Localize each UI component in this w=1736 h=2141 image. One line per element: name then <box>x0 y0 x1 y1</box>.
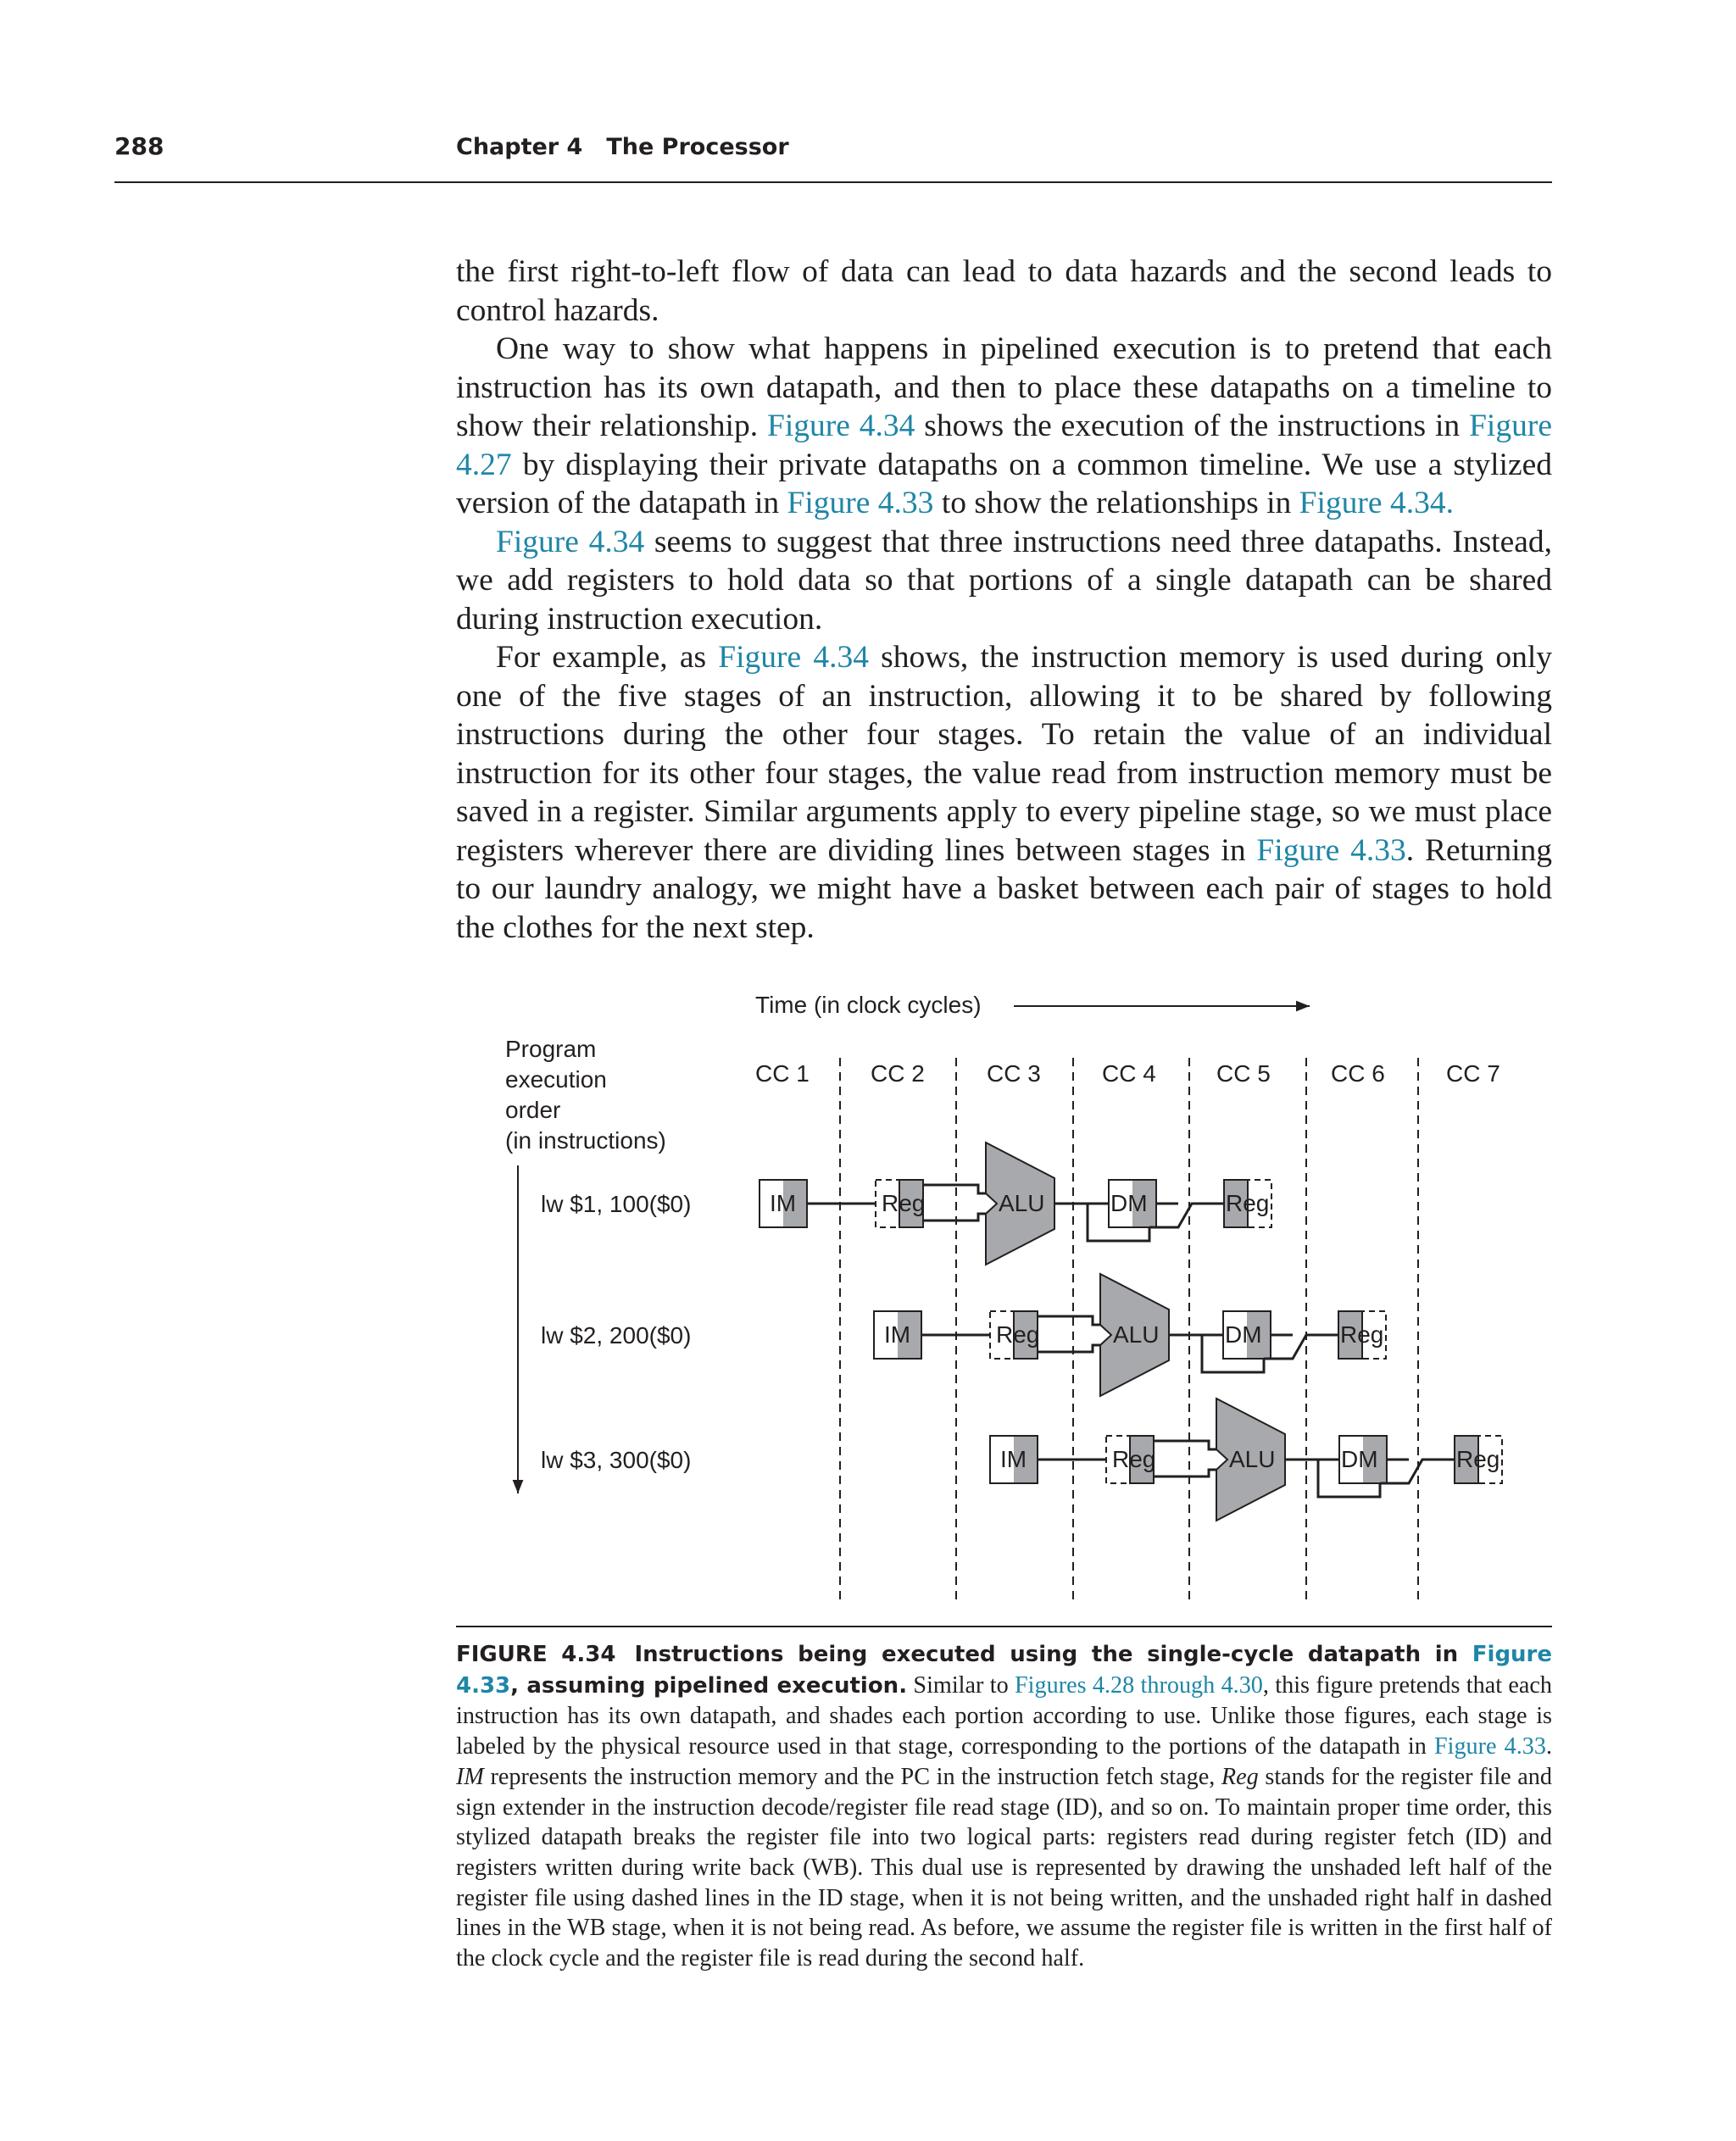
figure-link[interactable]: Figures 4.28 through 4.30 <box>1015 1671 1263 1699</box>
order-label-line: execution <box>505 1066 607 1093</box>
text-run: seems to suggest that three instructions need three datapaths. Instead, we add registers to hold data so that portions of a single datapath can be shared during instruction execution. <box>456 524 1552 637</box>
reg-label: Reg <box>882 1190 926 1216</box>
figure-number: FIGURE 4.34 <box>456 1642 616 1667</box>
im-label: IM <box>770 1190 797 1216</box>
figure-link[interactable]: Figure 4.27 <box>456 409 1552 482</box>
im-label: IM <box>1000 1446 1027 1472</box>
pipeline-diagram <box>424 975 1611 1619</box>
im-label: IM <box>884 1321 911 1348</box>
reg-term: Reg <box>1221 1763 1259 1790</box>
figure-link[interactable]: Figure 4.33 <box>1256 832 1406 868</box>
figure-link[interactable]: Figure 4.34. <box>1299 486 1454 520</box>
text-run: stands for the register file and sign extender in the instruction decode/register file read stage (ID), and so on. To maintain proper time order, this stylized datapath breaks the register file into two logical parts: registers read during register fetch (ID) and registers written during write back (WB). This dual use is represented by drawing the unshaded left half of the register file using dashed lines in the ID stage, when it is not being written, and the unshaded right half in dashed lines in the WB stage, when it is not being read. As before, we assume the register file is written in the first half of the clock cycle and the register file is read during the second half. <box>456 1763 1552 1972</box>
text-run: , this figure pretends that each instruction has its own datapath, and shades each portion according to use. Unlike those figures, each stage is labeled by the physical resource used in that stage, corresponding to the portions of the datapath in <box>456 1671 1553 1760</box>
instruction-datapath <box>990 1399 1502 1521</box>
clock-cycle-labels <box>755 1060 1500 1087</box>
order-label-line: order <box>505 1097 561 1123</box>
time-axis-label: Time (in clock cycles) <box>755 992 982 1018</box>
paragraph-2 <box>456 330 1552 523</box>
text-run: Instructions being executed using the single-cycle datapath in <box>634 1642 1472 1667</box>
figure-link[interactable]: Figure 4.33 <box>1433 1733 1546 1760</box>
paragraph-3 <box>456 523 1552 639</box>
instruction-datapaths <box>760 1143 1502 1521</box>
instruction-labels <box>541 1191 691 1473</box>
text-run: to show the relationships in <box>933 486 1299 520</box>
instruction-label: lw $2, 200($0) <box>541 1322 692 1349</box>
wire <box>1149 1204 1224 1227</box>
reg-label: Reg <box>1226 1190 1270 1216</box>
text-run: For example, as <box>496 640 719 675</box>
wire <box>1154 1470 1226 1476</box>
figure-link[interactable]: Figure 4.34 <box>766 409 915 443</box>
instruction-label: lw $3, 300($0) <box>541 1447 692 1473</box>
alu-label: ALU <box>1113 1321 1160 1348</box>
running-header <box>114 127 1552 183</box>
page-number: 288 <box>114 132 164 160</box>
figure-link[interactable]: Figure 4.34 <box>496 524 645 559</box>
reg-label: Reg <box>1112 1446 1156 1472</box>
clock-cycle-label: CC 7 <box>1446 1060 1500 1087</box>
reg-label: Reg <box>996 1321 1040 1348</box>
instruction-datapath <box>760 1143 1271 1265</box>
clock-cycle-label: CC 2 <box>871 1060 925 1087</box>
text-run: by displaying their private datapaths on a common timeline. We use a stylized version of the datapath in <box>456 447 1552 520</box>
wire <box>923 1185 995 1193</box>
clock-cycle-label: CC 6 <box>1331 1060 1385 1087</box>
text-run: Similar to <box>907 1671 1015 1699</box>
clock-cycle-label: CC 1 <box>755 1060 810 1087</box>
chapter-label: Chapter 4 <box>456 134 583 160</box>
dm-label: DM <box>1110 1190 1148 1216</box>
alu-label: ALU <box>1229 1446 1276 1472</box>
text-run: shows the execution of the instructions in <box>915 409 1470 443</box>
clock-cycle-label: CC 5 <box>1216 1060 1271 1087</box>
clock-cycle-label: CC 4 <box>1102 1060 1156 1087</box>
paragraph-1: the first right-to-left flow of data can lead to data hazards and the second leads to control hazards. <box>456 254 1552 328</box>
reg-label: Reg <box>1340 1321 1384 1348</box>
order-label <box>505 1036 666 1154</box>
instruction-label: lw $1, 100($0) <box>541 1191 692 1217</box>
text-run: One way to show what happens in pipelined execution is to pretend that each instruction has its own datapath, and then to place these datapaths on a timeline to show their relationship. <box>456 331 1552 443</box>
order-label-line: Program <box>505 1036 597 1062</box>
text-run: . Returning to our laundry analogy, we might have a basket between each pair of stages to hold the clothes for the next step. <box>456 832 1552 945</box>
text-run: represents the instruction memory and the PC in the instruction fetch stage, <box>483 1763 1221 1790</box>
order-label-line: (in instructions) <box>505 1127 666 1154</box>
clock-cycle-label: CC 3 <box>987 1060 1041 1087</box>
text-run: , assuming pipelined execution. <box>510 1672 908 1699</box>
chapter-heading <box>456 134 789 160</box>
paragraph-4 <box>456 638 1552 947</box>
alu-label: ALU <box>999 1190 1045 1216</box>
figure-link[interactable]: Figure 4.33 <box>787 486 934 520</box>
dm-label: DM <box>1225 1321 1262 1348</box>
reg-label: Reg <box>1456 1446 1500 1472</box>
wire <box>1264 1335 1338 1359</box>
wire <box>923 1214 995 1221</box>
chapter-title: The Processor <box>606 134 789 160</box>
figure-caption <box>456 1626 1552 1974</box>
instruction-datapath <box>874 1274 1386 1396</box>
text-run: . <box>1545 1733 1553 1760</box>
figure-link[interactable]: Figure 4.33 <box>456 1642 1553 1699</box>
body-text <box>456 253 1552 947</box>
text-run: shows, the instruction memory is used during only one of the five stages of an instruction, allowing it to be shared by following instructions during the other four stages. To retain the value of an individual instruction for its other four stages, the value read from instruction memory must be saved in a register. Similar arguments apply to every pipeline stage, so we must place registers wherever there are dividing lines between stages in <box>456 640 1552 868</box>
im-term: IM <box>456 1763 484 1790</box>
figure-link[interactable]: Figure 4.34 <box>718 640 869 675</box>
dm-label: DM <box>1341 1446 1378 1472</box>
